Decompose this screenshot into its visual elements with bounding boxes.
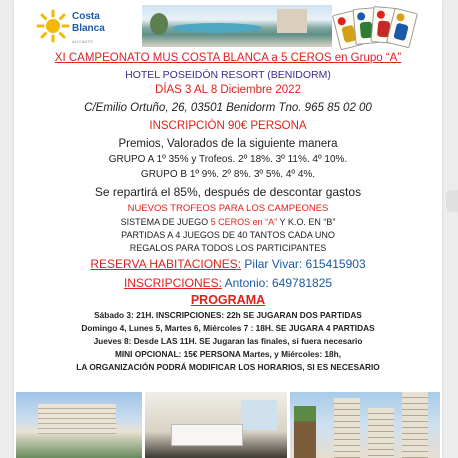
gifts-info: REGALOS PARA TODOS LOS PARTICIPANTES: [129, 243, 327, 253]
program-line-5: LA ORGANIZACIÓN PODRÁ MODIFICAR LOS HORARIOS, SI ES NECESARIO: [76, 362, 380, 372]
reservations-contact: Pilar Vivar: 615415903: [244, 257, 366, 271]
inscriptions-contact: [14, 276, 442, 290]
inscription-price: INSCRIPCIÓN 90€ PERSONA: [149, 120, 307, 132]
program-line-1: Sábado 3: 21H. INSCRIPCIONES: 22h SE JUGARAN DOS PARTIDAS: [94, 310, 362, 320]
hotel-exterior-photo: [16, 392, 142, 458]
group-a-prizes: GRUPO A 1º 35% y Trofeos. 2º 18%. 3º 11%. 4º 10%.: [108, 154, 348, 165]
scroll-edge: [446, 190, 458, 212]
logo-line2: Blanca: [72, 23, 105, 34]
logo-line3: ALICANTE: [72, 39, 94, 44]
sun-logo-icon: [36, 9, 70, 43]
game-system-group-a: 5 CEROS en “A”: [210, 217, 278, 227]
room-reservations: [14, 257, 442, 271]
event-dates: DÍAS 3 AL 8 Diciembre 2022: [155, 84, 301, 96]
footer-photos: [14, 392, 442, 458]
hotel-address: C/Emilio Ortuño, 26, 03501 Benidorm Tno. 965 85 02 00: [84, 102, 372, 114]
playing-cards-image: [334, 4, 416, 48]
benidorm-towers-photo: [290, 392, 440, 458]
group-b-prizes: GRUPO B 1º 9%. 2º 8%. 3º 5%. 4º 4%.: [140, 169, 316, 180]
hotel-name: HOTEL POSEIDÓN RESORT (BENIDORM): [125, 69, 331, 81]
prizes-intro: Premios, Valorados de la siguiente manera: [118, 138, 338, 150]
program-title: PROGRAMA: [190, 293, 266, 307]
matches-info: PARTIDAS A 4 JUEGOS DE 40 TANTOS CADA UNO: [121, 230, 335, 240]
game-system: [14, 217, 442, 227]
program-line-3: Jueves 8: Desde LAS 11H. SE Jugaran las finales, si fuera necesario: [93, 336, 363, 346]
program-line-4: MINI OPCIONAL: 15€ PERSONA Martes, y Miércoles: 18h,: [114, 349, 342, 359]
new-trophies: NUEVOS TROFEOS PARA LOS CAMPEONES: [127, 203, 329, 214]
inscriptions-label: INSCRIPCIONES:: [123, 276, 222, 290]
event-flyer: [14, 0, 442, 458]
program-line-2: Domingo 4, Lunes 5, Martes 6, Miércoles 7 : 18H. SE JUGARA 4 PARTIDAS: [81, 323, 375, 333]
prize-distribution: Se repartirá el 85%, después de descontar gastos: [94, 185, 362, 199]
reservations-label: RESERVA HABITACIONES:: [90, 257, 242, 271]
inscriptions-phone: Antonio: 649781825: [224, 276, 333, 290]
event-title: XI CAMPEONATO MUS COSTA BLANCA a 5 CEROS en Grupo “A”: [54, 52, 402, 64]
game-system-label: SISTEMA DE JUEGO: [120, 217, 209, 227]
hotel-pool-photo: [142, 5, 332, 47]
costa-blanca-logo: [36, 9, 136, 44]
logo-line1: Costa: [72, 11, 100, 22]
game-system-group-b: Y K.O. EN “B”: [279, 217, 336, 227]
hotel-room-photo: [145, 392, 287, 458]
